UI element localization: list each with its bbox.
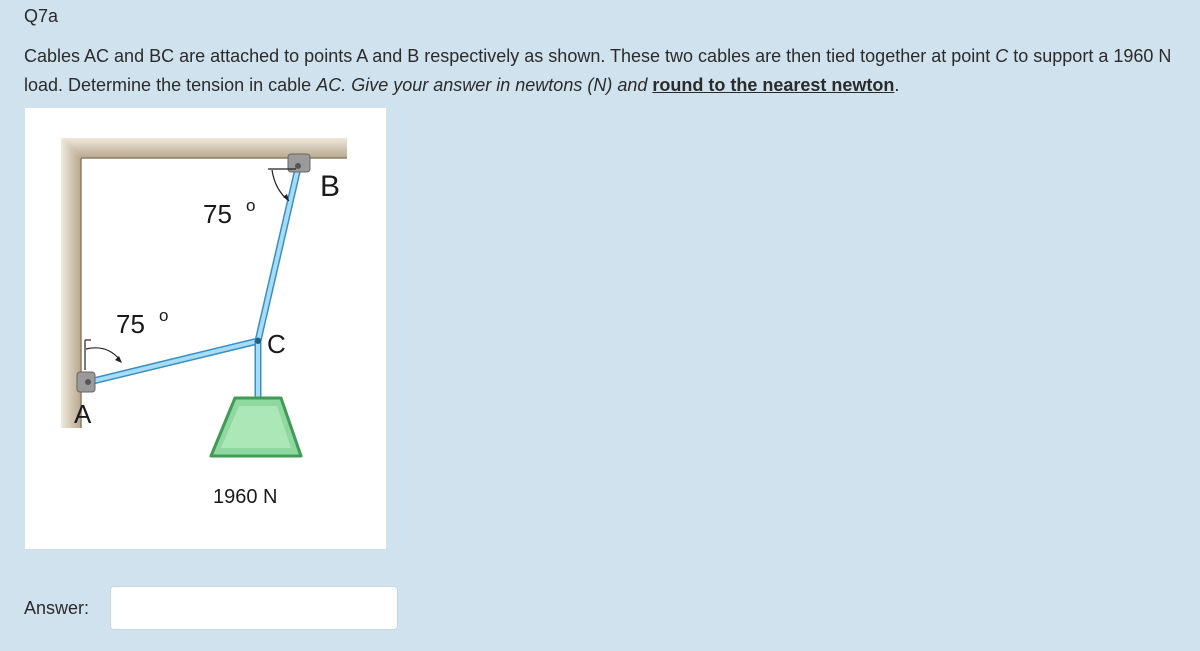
angle-degree-a: o bbox=[159, 306, 169, 325]
question-number: Q7a bbox=[24, 6, 59, 26]
question-text bbox=[24, 42, 1184, 100]
cable-ac-core bbox=[89, 341, 258, 382]
answer-label: Answer: bbox=[24, 598, 90, 618]
rounding-emphasis: round to the nearest newton bbox=[652, 75, 895, 95]
label-b: B bbox=[320, 170, 341, 203]
cable-diagram bbox=[25, 108, 386, 549]
answer-instruction: Give your answer in newtons (N) and bbox=[351, 75, 653, 95]
point-c-ref: C bbox=[995, 46, 1009, 66]
angle-arc-a bbox=[86, 348, 120, 360]
label-a: A bbox=[74, 399, 92, 429]
question-text-part1: Cables AC and BC are attached to points A and B respectively as shown. These two cables are then tied together at point bbox=[24, 46, 996, 66]
cable-bc-core bbox=[258, 168, 298, 341]
answer-input[interactable] bbox=[110, 586, 398, 630]
question-text-part2: to support a 1960 N load. Determine the tension in cable bbox=[24, 46, 1172, 95]
load-label: 1960 N bbox=[213, 486, 278, 508]
pin-b bbox=[295, 163, 301, 169]
question-end: . bbox=[894, 75, 900, 95]
angle-label-a: 75 bbox=[116, 309, 145, 339]
pin-a bbox=[85, 379, 91, 385]
angle-label-b: 75 bbox=[203, 199, 232, 229]
angle-degree-b: o bbox=[246, 196, 256, 215]
label-c: C bbox=[267, 329, 286, 359]
cable-ac-ref: AC. bbox=[316, 75, 347, 95]
angle-arrow-a bbox=[115, 356, 122, 363]
knot-c bbox=[255, 338, 261, 344]
cable-diagram-svg bbox=[25, 108, 386, 549]
